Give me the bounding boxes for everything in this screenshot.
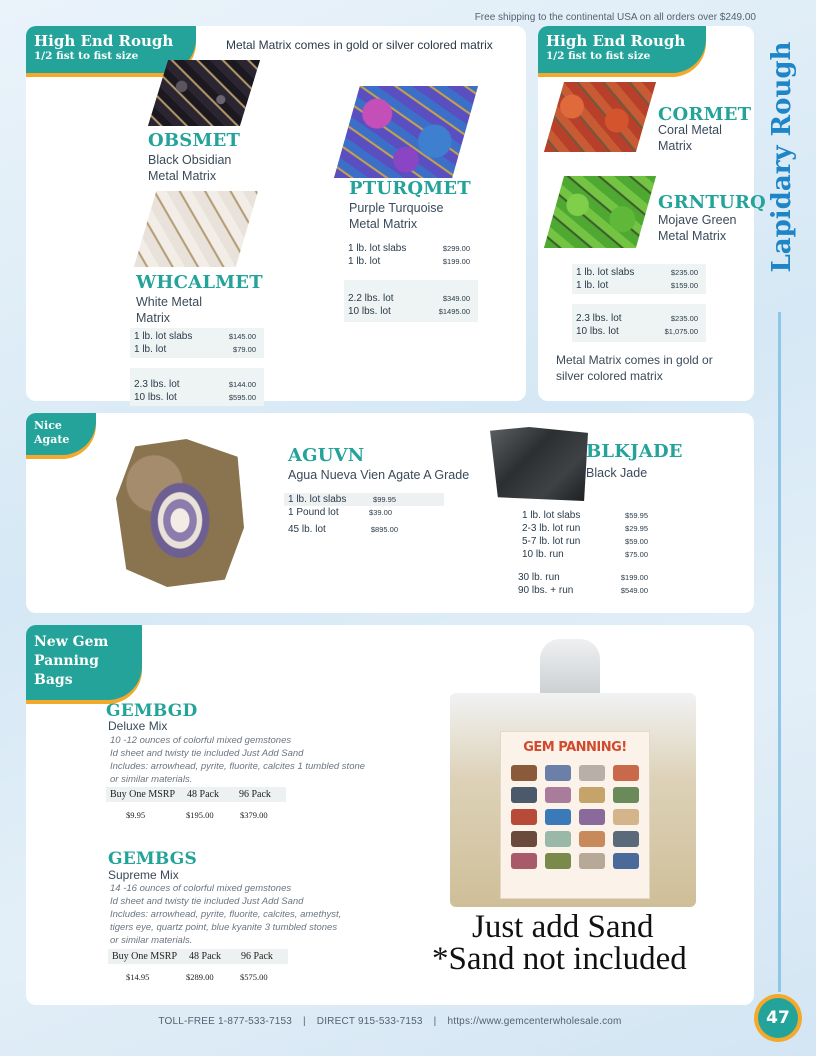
price-table-blkjade — [522, 509, 652, 561]
side-title: Lapidary Rough — [767, 41, 797, 273]
price-row: 2.3 lbs. lot $235.00 — [576, 313, 698, 324]
footer-direct: DIRECT 915-533-7153 — [316, 1016, 423, 1027]
product-desc-aguvn: Agua Nueva Vien Agate A Grade — [288, 468, 470, 482]
pack-prices-gembgs: Buy One MSRP 48 Pack 96 Pack $14.95 $289.00 $575.00 — [108, 949, 288, 982]
product-code-gembgd: GEMBGD — [106, 701, 198, 721]
agua-nueva-agate-image — [116, 439, 244, 587]
gem-panning-panel — [26, 625, 754, 1005]
product-details-gembgs: 14 -16 ounces of colorful mixed gemstones Id sheet and twisty tie included Just Add Sand Includes: arrowhead, pyrite, fluorite, calcites, amethyst, tigers eye, quartz point, blue kyanite 3 tumbled stones or similar materials. — [110, 883, 342, 946]
product-code-obsmet: OBSMET — [148, 130, 241, 151]
price-table-grnturq — [572, 264, 706, 352]
price-row: 2.2 lbs. lot $349.00 — [348, 293, 470, 304]
product-name-gembgd: Deluxe Mix — [108, 719, 168, 733]
price-row: 1 lb. lot $79.00 — [134, 344, 256, 355]
product-name-gembgs: Supreme Mix — [108, 868, 179, 882]
product-code-blkjade: BLKJADE — [586, 441, 683, 462]
price-row: 1 Pound lot $39.00 — [288, 507, 392, 518]
section-tag: New Gem Panning Bags — [26, 625, 142, 700]
bag-label: GEM PANNING! — [523, 740, 627, 755]
footer-url-link[interactable]: https://www.gemcenterwholesale.com — [447, 1016, 622, 1027]
pack-prices-gembgd: Buy One MSRP 48 Pack 96 Pack $9.95 $195.00 $379.00 — [106, 787, 286, 820]
price-table-whcalmet — [130, 328, 264, 416]
nice-agate-panel — [26, 413, 754, 613]
section-tag: Nice Agate — [26, 413, 96, 455]
price-row: 2-3 lb. lot run $29.95 — [522, 523, 648, 534]
mojave-green-image — [544, 176, 656, 248]
price-row: 1 lb. lot slabs $59.95 — [522, 510, 648, 521]
product-desc-obsmet: Black Obsidian Metal Matrix — [148, 153, 232, 183]
product-desc-grnturq: Mojave Green Metal Matrix — [658, 213, 737, 243]
purple-turquoise-image — [334, 86, 478, 178]
metal-matrix-note: Metal Matrix comes in gold or silver colored matrix — [556, 353, 713, 383]
price-row: 30 lb. run $199.00 — [518, 572, 648, 583]
footer-separator: | — [433, 1016, 437, 1027]
product-code-pturqmet: PTURQMET — [349, 178, 471, 199]
product-code-aguvn: AGUVN — [288, 445, 365, 466]
price-row: 2.3 lbs. lot $144.00 — [134, 379, 256, 390]
price-row: 1 lb. lot slabs $99.95 — [284, 493, 444, 506]
product-desc-whcalmet: White Metal Matrix — [136, 295, 202, 325]
metal-matrix-note: Metal Matrix comes in gold or silver colored matrix — [226, 38, 493, 52]
sand-not-included-text: *Sand not included — [432, 941, 687, 977]
price-row: 45 lb. lot $895.00 — [288, 524, 398, 535]
price-row: 1 lb. lot $159.00 — [576, 280, 698, 291]
price-row: 10 lbs. lot $595.00 — [134, 392, 256, 403]
gem-panning-bag-image — [450, 639, 698, 909]
product-desc-pturqmet: Purple Turquoise Metal Matrix — [349, 201, 444, 231]
just-add-sand-text: Just add Sand — [472, 909, 654, 945]
bag-top-plastic — [540, 639, 600, 699]
product-details-gembgd: 10 -12 ounces of colorful mixed gemstones Id sheet and twisty tie included Just Add Sand Includes: arrowhead, pyrite, fluorite, calcites 1 tumbled stone or similar materials. — [110, 735, 366, 785]
price-row: 1 lb. lot slabs $145.00 — [134, 331, 256, 342]
product-code-gembgs: GEMBGS — [108, 849, 197, 869]
side-divider — [778, 312, 781, 992]
product-code-grnturq: GRNTURQ — [658, 192, 766, 213]
section-tag: High End Rough 1/2 fist to fist size — [26, 26, 196, 73]
price-row: 1 lb. lot $199.00 — [348, 256, 470, 267]
shipping-note: Free shipping to the continental USA on all orders over $249.00 — [474, 12, 756, 23]
product-code-cormet: CORMET — [658, 104, 752, 125]
page-number: 47 — [766, 1008, 790, 1028]
product-desc-blkjade: Black Jade — [586, 466, 648, 480]
high-end-rough-panel-right — [538, 26, 766, 401]
price-row: 10 lb. run $75.00 — [522, 549, 648, 560]
price-table-blkjade-bulk — [518, 571, 652, 597]
bag-id-sheet — [500, 731, 650, 899]
price-row: 10 lbs. lot $1495.00 — [348, 306, 470, 317]
page-number-badge — [754, 994, 802, 1042]
product-code-whcalmet: WHCALMET — [136, 272, 263, 293]
footer — [0, 1016, 780, 1027]
footer-separator: | — [302, 1016, 306, 1027]
price-row: 1 lb. lot slabs $299.00 — [348, 243, 470, 254]
bag-gem-grid — [501, 765, 649, 869]
footer-tollfree: TOLL-FREE 1-877-533-7153 — [158, 1016, 292, 1027]
price-row: 10 lbs. lot $1,075.00 — [576, 326, 698, 337]
white-metal-matrix-image — [134, 191, 258, 267]
coral-metal-matrix-image — [544, 82, 656, 152]
price-row: 1 lb. lot slabs $235.00 — [576, 267, 698, 278]
price-row: 5-7 lb. lot run $59.00 — [522, 536, 648, 547]
high-end-rough-panel-left — [26, 26, 526, 401]
price-table-pturqmet — [344, 240, 478, 332]
price-table-aguvn — [284, 493, 444, 536]
black-jade-image — [490, 427, 588, 501]
section-tag: High End Rough 1/2 fist to fist size — [538, 26, 706, 73]
price-row: 90 lbs. + run $549.00 — [518, 585, 648, 596]
product-desc-cormet: Coral Metal Matrix — [658, 123, 722, 153]
